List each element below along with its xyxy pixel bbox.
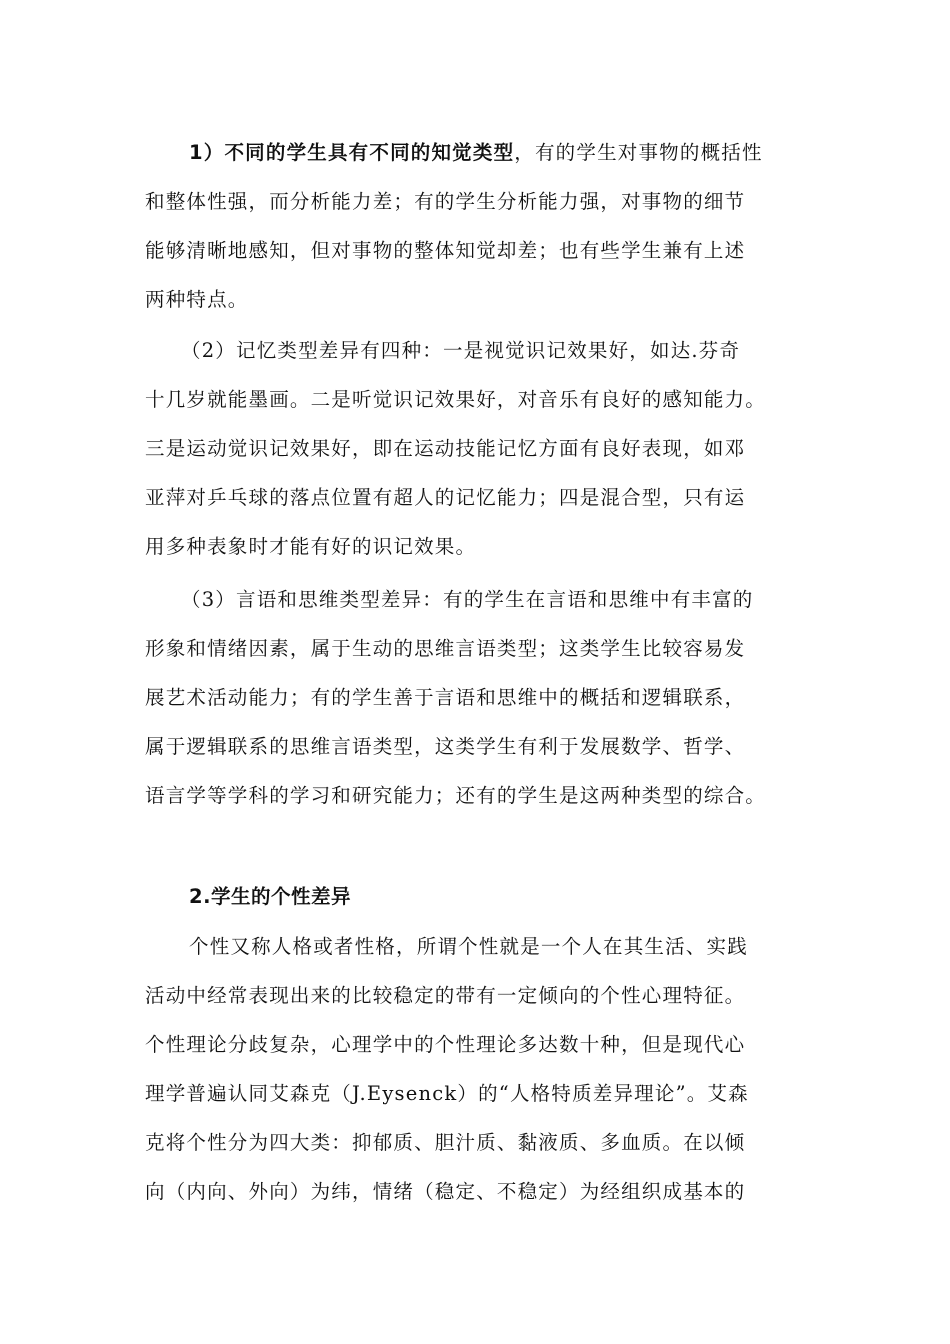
section-heading: 2.学生的个性差异: [189, 885, 351, 908]
paragraph-memory-types: [145, 326, 825, 571]
paragraph-line: 克将个性分为四大类：抑郁质、胆汁质、黏液质、多血质。在以倾: [145, 1131, 746, 1154]
paragraph-line: 展艺术活动能力；有的学生善于言语和思维中的概括和逻辑联系，: [145, 686, 746, 709]
paragraph-line: 语言学等学科的学习和研究能力；还有的学生是这两种类型的综合。: [145, 784, 767, 807]
paragraph-line: 个性又称人格或者性格，所谓个性就是一个人在其生活、实践: [189, 935, 748, 958]
paragraph-personality: [145, 922, 825, 1216]
paragraph-line: 和整体性强，而分析能力差；有的学生分析能力强，对事物的细节: [145, 190, 746, 213]
paragraph-line: （3）言语和思维类型差异：有的学生在言语和思维中有丰富的: [181, 588, 754, 611]
paragraph-line: （2）记忆类型差异有四种：一是视觉识记效果好，如达.芬奇: [181, 339, 741, 362]
paragraph-language-thinking-types: [145, 575, 825, 820]
paragraph-line: 形象和情绪因素，属于生动的思维言语类型；这类学生比较容易发: [145, 637, 746, 660]
paragraph-line: 两种特点。: [145, 288, 249, 311]
paragraph-line: 能够清晰地感知，但对事物的整体知觉却差；也有些学生兼有上述: [145, 239, 746, 262]
paragraph-line: [145, 128, 825, 177]
paragraph-line: 属于逻辑联系的思维言语类型，这类学生有利于发展数学、哲学、: [145, 735, 746, 758]
paragraph-line: 活动中经常表现出来的比较稳定的带有一定倾向的个性心理特征。: [145, 984, 746, 1007]
paragraph-perception-types: [145, 128, 825, 324]
bold-lead-text: 1）不同的学生具有不同的知觉类型: [189, 141, 515, 164]
line-text: ，有的学生对事物的概括性: [514, 141, 763, 164]
paragraph-line: 向（内向、外向）为纬，情绪（稳定、不稳定）为经组织成基本的: [145, 1180, 746, 1203]
paragraph-line: 个性理论分歧复杂，心理学中的个性理论多达数十种，但是现代心: [145, 1033, 746, 1056]
paragraph-line: 三是运动觉识记效果好，即在运动技能记忆方面有良好表现，如邓: [145, 437, 746, 460]
paragraph-line: 理学普遍认同艾森克（J.Eysenck）的“人格特质差异理论”。艾森: [145, 1082, 749, 1105]
paragraph-line: 用多种表象时才能有好的识记效果。: [145, 535, 477, 558]
paragraph-line: 亚萍对乒乓球的落点位置有超人的记忆能力；四是混合型，只有运: [145, 486, 746, 509]
paragraph-line: 十几岁就能墨画。二是听觉识记效果好，对音乐有良好的感知能力。: [145, 388, 767, 411]
